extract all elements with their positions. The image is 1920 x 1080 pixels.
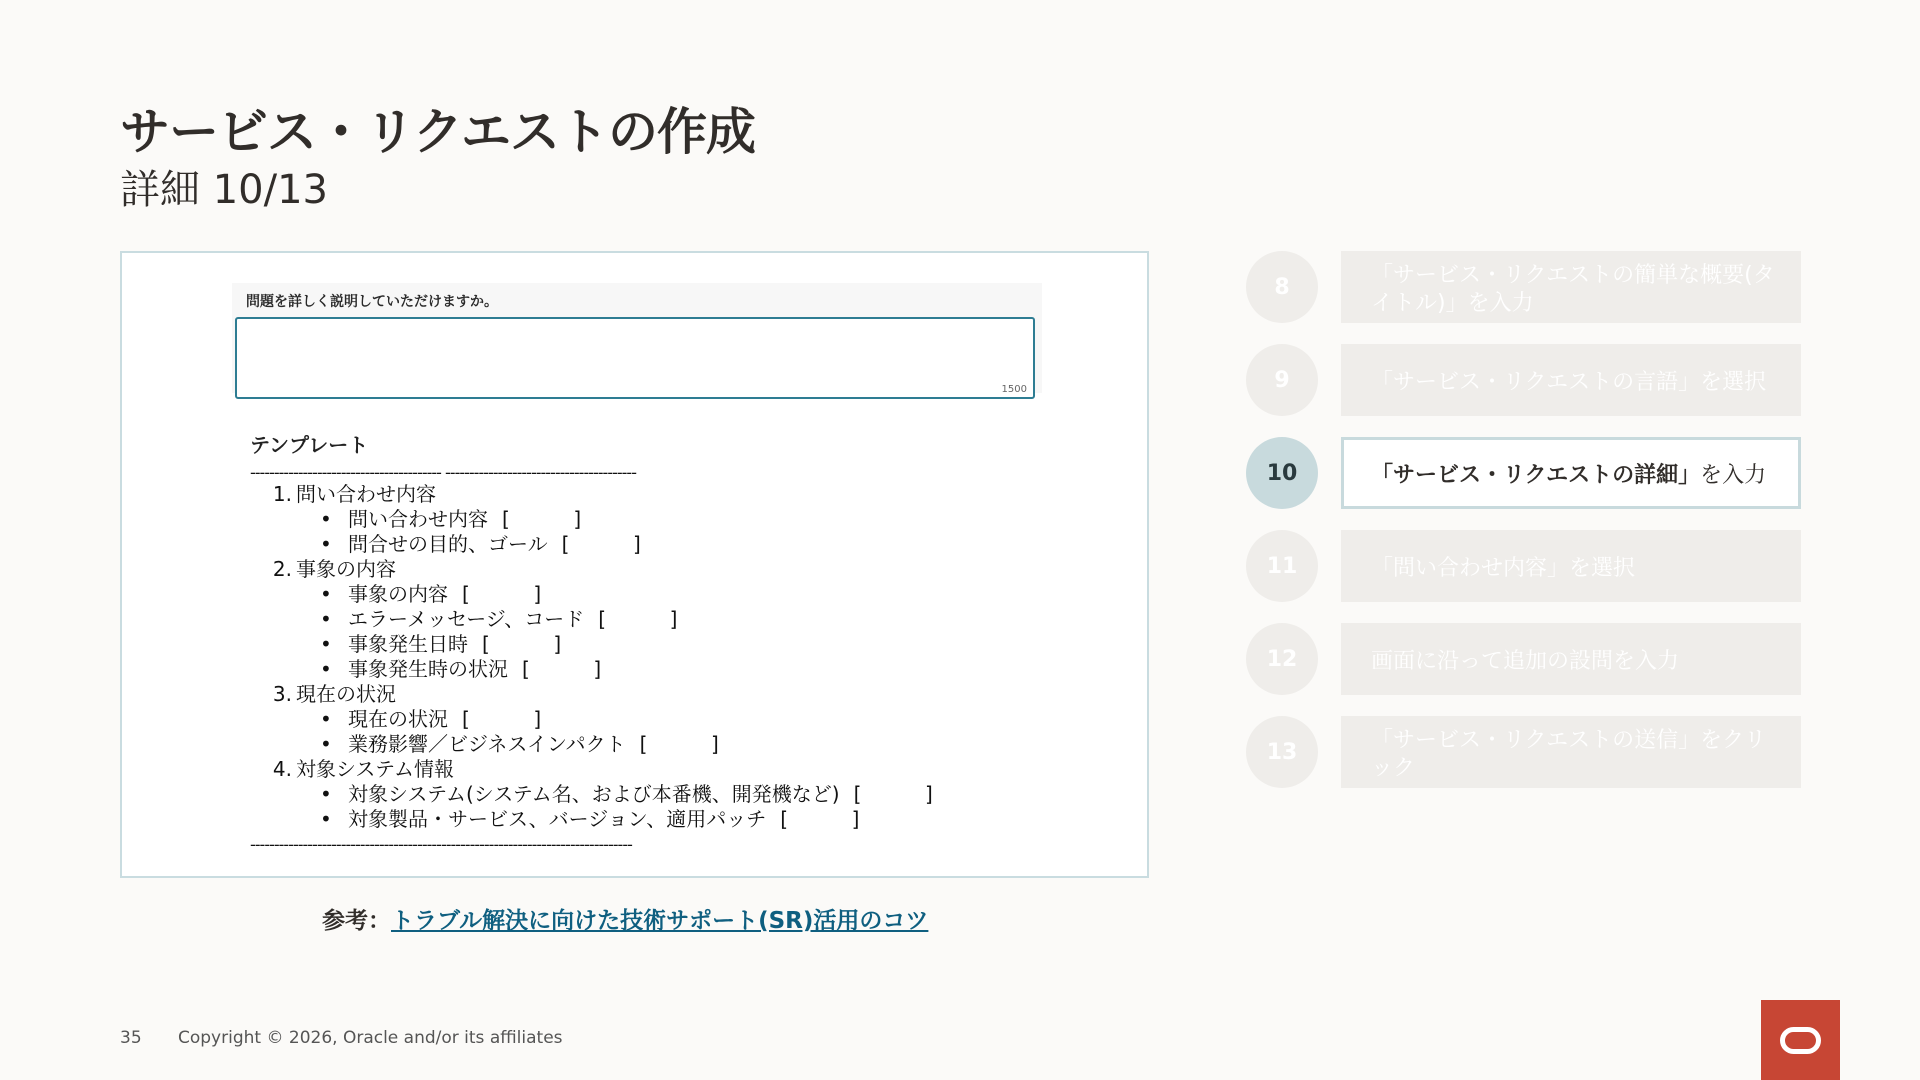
step-label-bold: 「サービス・リクエストの詳細」 (1371, 463, 1701, 488)
oracle-logo-icon (1761, 1000, 1840, 1080)
copyright-text: Copyright © 2026, Oracle and/or its affiliates (178, 1028, 563, 1048)
step-number-13: 13 (1246, 716, 1318, 788)
step-number-9: 9 (1246, 344, 1318, 416)
slide-title: サービス・リクエストの作成 (120, 103, 755, 161)
template-item (250, 732, 1050, 757)
template-item (250, 782, 1050, 807)
reference-line (322, 902, 928, 935)
form-screenshot (120, 251, 1149, 878)
step-12 (1341, 623, 1801, 695)
item-label: 業務影響／ビジネスインパクト (348, 732, 626, 756)
section-title: 対象システム情報 (296, 757, 454, 781)
question-label: 問題を詳しく説明していただけますか。 (246, 294, 498, 310)
template-item (250, 507, 1050, 532)
input-bracket: [ ] (639, 732, 719, 756)
template-item (250, 532, 1050, 557)
bullet-icon: • (320, 657, 332, 681)
input-bracket: [ ] (482, 632, 562, 656)
step-9 (1341, 344, 1801, 416)
item-label: 問い合わせ内容 (348, 507, 488, 531)
input-bracket: [ ] (462, 582, 542, 606)
template-heading: テンプレート (250, 433, 369, 457)
bullet-icon: • (320, 582, 332, 606)
bullet-icon: • (320, 532, 332, 556)
bullet-icon: • (320, 807, 332, 831)
char-counter: 1500 (1001, 384, 1027, 395)
section-number: 4. (272, 757, 292, 781)
step-8 (1341, 251, 1801, 323)
template-section (250, 482, 1050, 507)
description-textarea[interactable] (235, 317, 1035, 399)
logo-ring (1780, 1027, 1821, 1054)
slide-subtitle: 詳細 10/13 (120, 167, 328, 213)
item-label: エラーメッセージ、コード (348, 607, 585, 631)
item-label: 事象発生時の状況 (348, 657, 508, 681)
page-number: 35 (120, 1028, 142, 1048)
step-label: 「サービス・リクエストの送信」をクリック (1371, 728, 1767, 781)
step-label: 画面に沿って追加の設問を入力 (1371, 649, 1680, 674)
step-number-12: 12 (1246, 623, 1318, 695)
template-item (250, 582, 1050, 607)
section-number: 2. (272, 557, 292, 581)
template-item (250, 807, 1050, 832)
section-number: 1. (272, 482, 292, 506)
item-label: 事象発生日時 (348, 632, 468, 656)
template-section (250, 682, 1050, 707)
step-number-8: 8 (1246, 251, 1318, 323)
bullet-icon: • (320, 632, 332, 656)
template-item (250, 707, 1050, 732)
bullet-icon: • (320, 782, 332, 806)
item-label: 問合せの目的、ゴール (348, 532, 548, 556)
input-bracket: [ ] (561, 532, 641, 556)
step-13 (1341, 716, 1801, 788)
section-number: 3. (272, 682, 292, 706)
item-label: 事象の内容 (348, 582, 448, 606)
step-label: 「サービス・リクエストの言語」を選択 (1371, 370, 1767, 395)
step-label-rest: を入力 (1700, 463, 1767, 488)
bullet-icon: • (320, 607, 332, 631)
template-section (250, 757, 1050, 782)
bullet-icon: • (320, 732, 332, 756)
template-divider-bottom: -------------------------------------------------------------------------------- (250, 836, 632, 854)
input-bracket: [ ] (598, 607, 678, 631)
step-10-current (1341, 437, 1801, 509)
section-title: 事象の内容 (296, 557, 396, 581)
template-block (250, 429, 1050, 854)
item-label: 現在の状況 (348, 707, 448, 731)
bullet-icon: • (320, 707, 332, 731)
input-bracket: [ ] (462, 707, 542, 731)
input-bracket: [ ] (780, 807, 860, 831)
step-label: 「問い合わせ内容」を選択 (1371, 556, 1636, 581)
template-item (250, 632, 1050, 657)
input-bracket: [ ] (522, 657, 602, 681)
step-11 (1341, 530, 1801, 602)
step-label: 「サービス・リクエストの簡単な概要(タイトル)」を入力 (1371, 263, 1775, 316)
reference-link[interactable]: トラブル解決に向けた技術サポート(SR)活用のコツ (391, 908, 929, 934)
input-bracket: [ ] (502, 507, 582, 531)
template-section (250, 557, 1050, 582)
item-label: 対象製品・サービス、バージョン、適用パッチ (348, 807, 767, 831)
section-title: 現在の状況 (296, 682, 396, 706)
template-item (250, 607, 1050, 632)
template-item (250, 657, 1050, 682)
reference-label: 参考： (322, 908, 391, 934)
step-label (1371, 462, 1766, 490)
input-bracket: [ ] (853, 782, 933, 806)
step-number-11: 11 (1246, 530, 1318, 602)
bullet-icon: • (320, 507, 332, 531)
section-title: 問い合わせ内容 (296, 482, 436, 506)
step-number-10: 10 (1246, 437, 1318, 509)
item-label: 対象システム(システム名、および本番機、開発機など) (348, 782, 840, 806)
template-divider-top: ---------------------------------------- ---------------------------------------- (250, 464, 636, 482)
